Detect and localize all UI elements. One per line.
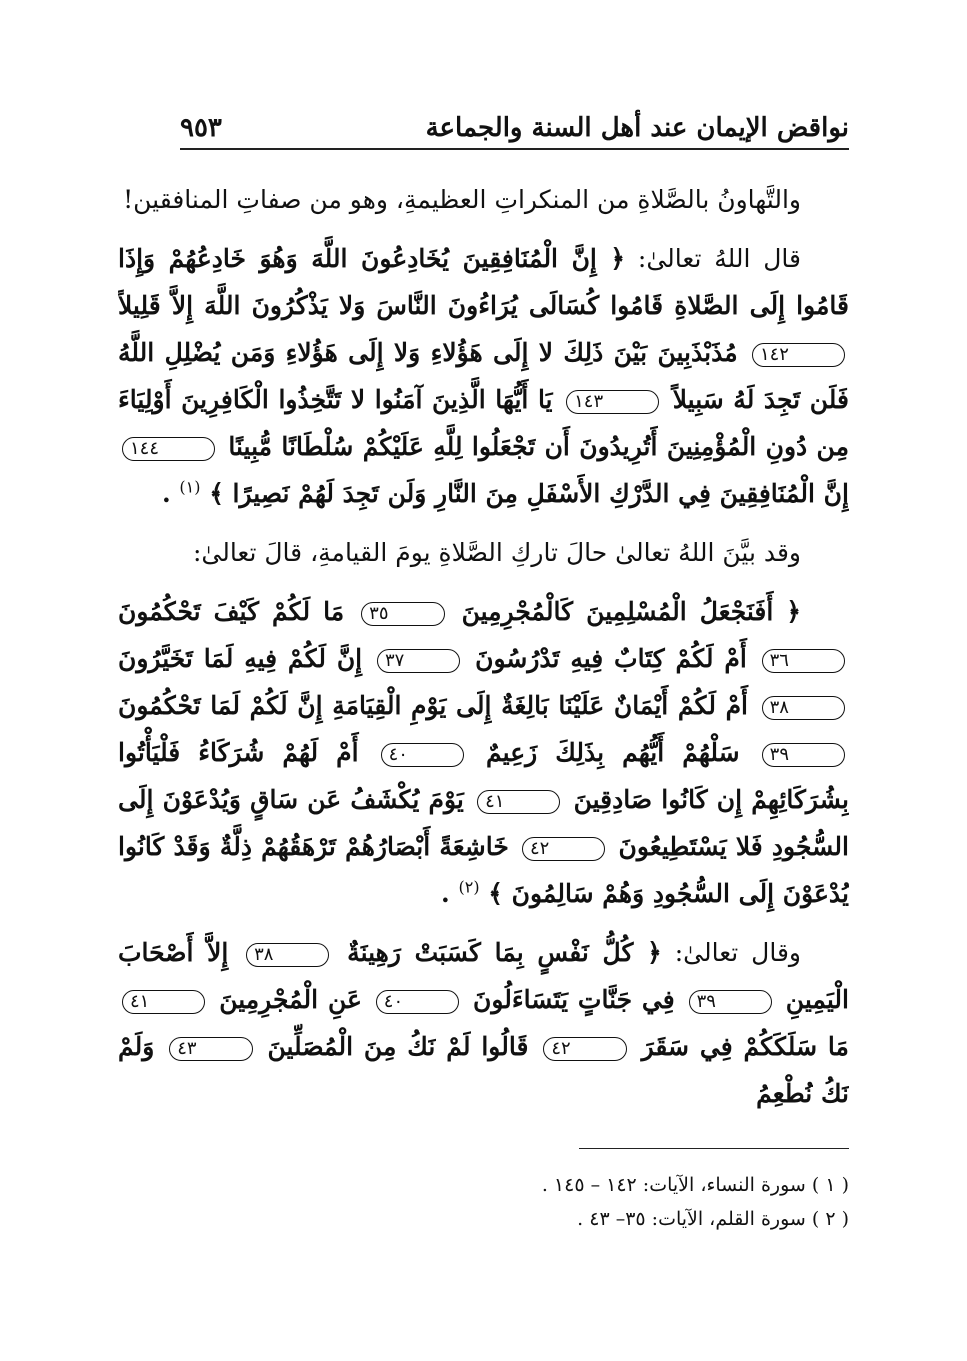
text-segment: ﴿ كُلُّ نَفْسٍ بِمَا كَسَبَتْ رَهِينَةٌ [347, 938, 662, 967]
footnote-reference: (١) [179, 477, 201, 497]
text-segment: يَوْمَ يُكْشَفُ عَن سَاقٍ وَيُدْعَوْنَ إِلَى السُّجُودِ فَلا يَسْتَطِيعُونَ [118, 785, 849, 861]
verse-number-marker: ١٤٤ [122, 437, 215, 461]
verse-number-marker: ٤١ [122, 990, 205, 1014]
page-number: ٩٥٣ [180, 113, 222, 143]
verse-number-marker: ٣٨ [246, 943, 329, 967]
verse-number-marker: ١٤٣ [566, 390, 659, 414]
text-segment: أَمْ لَهُمْ شُرَكَاءُ فَلْيَأْتُوا بِشُرَكَائِهِمْ إِن كَانُوا صَادِقِينَ [118, 738, 849, 814]
verse-number-marker: ٣٦ [762, 649, 845, 673]
paragraph [118, 235, 849, 517]
text-segment: أَمْ لَكُمْ كِتَابٌ فِيهِ تَدْرُسُونَ [475, 644, 747, 673]
verse-number-marker: ٣٨ [762, 696, 845, 720]
paragraph [118, 176, 849, 223]
quote-intro: قال اللهُ تعالىٰ: [625, 244, 802, 273]
text-segment: إِنَّ الْمُنَافِقِينَ فِي الدَّرْكِ الأَسْفَلِ مِنَ النَّارِ وَلَن تَجِدَ لَهُمْ نَصِيرًا ﴾ [209, 479, 849, 508]
text-segment: عَنِ الْمُجْرِمِينَ [219, 985, 362, 1014]
verse-number-marker: ٤١ [477, 790, 560, 814]
text-segment: ﴿ إِنَّ الْمُنَافِقِينَ يُخَادِعُونَ اللَّهَ وَهُوَ خَادِعُهُمْ وَإِذَا قَامُوا إِلَى الصَّلاةِ قَامُوا كُسَالَى يُرَاءُونَ النَّاسَ وَلا يَذْكُرُونَ اللَّهَ إِلاَّ قَلِيلاً [118, 244, 849, 320]
text-segment: سَلْهُمْ أَيُّهُم بِذَلِكَ زَعِيمٌ [486, 738, 740, 767]
verse-number-marker: ١٤٢ [752, 343, 845, 367]
quote-intro: وقال تعالىٰ: [661, 938, 801, 967]
footnote-2: ( ٢ ) سورة القلم، الآيات: ٣٥– ٤٣ . [577, 1208, 849, 1230]
header-divider [180, 148, 849, 150]
paragraph [118, 588, 849, 917]
verse-number-marker: ٤٣ [169, 1037, 252, 1061]
verse-number-marker: ٣٧ [377, 649, 460, 673]
verse-number-marker: ٣٩ [762, 743, 845, 767]
verse-number-marker: ٤٢ [522, 837, 605, 861]
verse-number-marker: ٤٠ [376, 990, 459, 1014]
text-segment: . [441, 879, 450, 908]
paragraph [118, 929, 849, 1117]
text-segment: . [161, 479, 171, 508]
text-segment: والتَّهاونُ بالصَّلاةِ من المنكراتِ العظيمةِ، وهو من صفاتِ المنافقين! [123, 185, 801, 214]
page-header [180, 108, 849, 148]
paragraph [118, 529, 849, 576]
footnote-1: ( ١ ) سورة النساء، الآيات: ١٤٢ – ١٤٥ . [541, 1174, 849, 1196]
text-segment: ﴿ أَفَنَجْعَلُ الْمُسْلِمِينَ كَالْمُجْرِمِينَ [461, 597, 801, 626]
footnote-divider [579, 1148, 849, 1149]
verse-number-marker: ٤٠ [381, 743, 464, 767]
text-segment: وقد بيَّنَ اللهُ تعالىٰ حالَ تاركِ الصَّلاةِ يومَ القيامةِ، قالَ تعالىٰ: [192, 538, 801, 567]
text-segment: يَا أَيُّهَا الَّذِينَ آمَنُوا لا تَتَّخِذُوا الْكَافِرِينَ أَوْلِيَاءَ مِن دُونِ الْمُؤْمِنِينَ أَتُرِيدُونَ أَن تَجْعَلُوا لِلَّهِ عَلَيْكُمْ سُلْطَانًا مُّبِينًا [118, 385, 849, 461]
text-segment: خَاشِعَةً أَبْصَارُهُمْ تَرْهَقُهُمْ ذِلَّةٌ وَقَدْ كَانُوا يُدْعَوْنَ إِلَى السُّجُودِ وَهُمْ سَالِمُونَ ﴾ [118, 832, 849, 908]
main-text [118, 176, 849, 1126]
text-segment: مَا لَكُمْ كَيْفَ تَحْكُمُونَ [118, 597, 345, 626]
text-segment: أَمْ لَكُمْ أَيْمَانٌ عَلَيْنَا بَالِغَةٌ إِلَى يَوْمِ الْقِيَامَةِ إِنَّ لَكُمْ لَمَا تَحْكُمُونَ [118, 691, 748, 720]
verse-number-marker: ٣٥ [361, 602, 444, 626]
text-segment: قَالُوا لَمْ نَكُ مِنَ الْمُصَلِّينَ [267, 1032, 529, 1061]
verse-number-marker: ٤٢ [543, 1037, 626, 1061]
text-segment: وَلَمْ نَكُ نُطْعِمُ [118, 1032, 849, 1108]
text-segment: إِلاَّ أَصْحَابَ الْيَمِينِ [118, 938, 849, 1014]
text-segment: مَا سَلَكَكُمْ فِي سَقَرَ [641, 1032, 849, 1061]
text-segment: مُذَبْذَبِينَ بَيْنَ ذَلِكَ لا إِلَى هَؤُلاءِ وَلا إِلَى هَؤُلاءِ وَمَن يُضْلِلِ اللَّهُ فَلَن تَجِدَ لَهُ سَبِيلاً [118, 338, 849, 414]
footnotes [118, 1168, 849, 1236]
verse-number-marker: ٣٩ [689, 990, 772, 1014]
text-segment: فِي جَنَّاتٍ يَتَسَاءَلُونَ [473, 985, 675, 1014]
running-title: نواقض الإيمان عند أهل السنة والجماعة [425, 113, 849, 143]
text-segment: إِنَّ لَكُمْ فِيهِ لَمَا تَخَيَّرُونَ [118, 644, 363, 673]
footnote-reference: (٢) [458, 877, 480, 897]
